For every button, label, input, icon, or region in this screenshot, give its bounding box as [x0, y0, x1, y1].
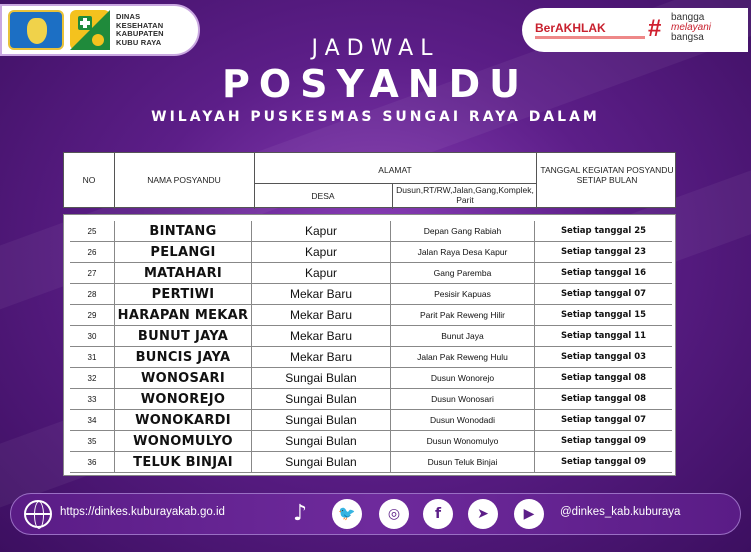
youtube-icon[interactable]: ▶ [514, 499, 544, 529]
cell-desa: Mekar Baru [251, 347, 390, 368]
cell-no: 27 [87, 269, 97, 278]
cell-no: 26 [87, 248, 97, 257]
social-handle[interactable]: @dinkes_kab.kuburaya [560, 506, 681, 518]
cell-tanggal: Setiap tanggal 03 [534, 347, 672, 368]
cell-tanggal: Setiap tanggal 07 [534, 284, 672, 305]
table-row [70, 284, 672, 305]
cell-nama: BUNUT JAYA [114, 326, 251, 347]
cell-tanggal: Setiap tanggal 23 [534, 242, 672, 263]
table-row [70, 410, 672, 431]
cell-dusun: Parit Pak Reweng Hilir [390, 305, 534, 326]
cell-desa: Mekar Baru [251, 305, 390, 326]
table-row [70, 326, 672, 347]
cell-nama: BUNCIS JAYA [114, 347, 251, 368]
cell-tanggal: Setiap tanggal 07 [534, 410, 672, 431]
cell-dusun: Dusun Wonodadi [390, 410, 534, 431]
twitter-icon[interactable]: 🐦 [332, 499, 362, 529]
table-row [70, 221, 672, 242]
cell-dusun: Bunut Jaya [390, 326, 534, 347]
website-url[interactable]: https://dinkes.kuburayakab.go.id [60, 506, 225, 518]
cell-desa: Sungai Bulan [251, 410, 390, 431]
cell-no: 36 [87, 458, 97, 467]
table-row [70, 305, 672, 326]
cell-tanggal: Setiap tanggal 08 [534, 368, 672, 389]
table-row [70, 452, 672, 473]
title-posyandu: POSYANDU [221, 62, 529, 106]
cell-nama: WONOREJO [114, 389, 251, 410]
instagram-icon[interactable]: ◎ [379, 499, 409, 529]
cell-dusun: Gang Paremba [390, 263, 534, 284]
cell-tanggal: Setiap tanggal 16 [534, 263, 672, 284]
cell-dusun: Pesisir Kapuas [390, 284, 534, 305]
cell-dusun: Dusun Teluk Binjai [390, 452, 534, 473]
cell-dusun: Depan Gang Rabiah [390, 221, 534, 242]
cell-no: 35 [87, 437, 97, 446]
cell-nama: WONOSARI [114, 368, 251, 389]
cell-desa: Sungai Bulan [251, 431, 390, 452]
facebook-icon[interactable]: f [423, 499, 453, 529]
cell-dusun: Jalan Raya Desa Kapur [390, 242, 534, 263]
cell-nama: HARAPAN MEKAR [114, 305, 251, 326]
table-row [70, 368, 672, 389]
table-row [70, 389, 672, 410]
cell-nama: PERTIWI [114, 284, 251, 305]
title-jadwal: JADWAL [311, 36, 440, 61]
cell-desa: Sungai Bulan [251, 368, 390, 389]
tiktok-icon[interactable]: ♪ [292, 501, 308, 526]
cell-desa: Mekar Baru [251, 284, 390, 305]
cell-nama: WONOMULYO [114, 431, 251, 452]
cell-dusun: Dusun Wonosari [390, 389, 534, 410]
cell-desa: Sungai Bulan [251, 389, 390, 410]
cell-dusun: Jalan Pak Reweng Hulu [390, 347, 534, 368]
cell-tanggal: Setiap tanggal 15 [534, 305, 672, 326]
schedule-table [63, 214, 676, 476]
header-nama: NAMA POSYANDU [147, 175, 221, 185]
cell-desa: Sungai Bulan [251, 452, 390, 473]
cell-nama: TELUK BINJAI [114, 452, 251, 473]
table-row [70, 242, 672, 263]
cell-no: 34 [87, 416, 97, 425]
telegram-icon[interactable]: ➤ [468, 499, 498, 529]
bangga-melayani-logo: bangga melayani bangsa [671, 12, 712, 43]
cell-no: 29 [87, 311, 97, 320]
cell-dusun: Dusun Wonomulyo [390, 431, 534, 452]
hashtag-icon: # [648, 15, 662, 42]
table-row [70, 347, 672, 368]
cell-nama: BINTANG [114, 221, 251, 242]
table-row [70, 263, 672, 284]
title-wilayah: WILAYAH PUSKESMAS SUNGAI RAYA DALAM [151, 109, 600, 125]
cell-no: 30 [87, 332, 97, 341]
berakhlak-logo: BerAKHLAK [535, 21, 606, 35]
table-header [63, 152, 676, 208]
cell-nama: PELANGI [114, 242, 251, 263]
cell-desa: Kapur [251, 263, 390, 284]
cell-no: 32 [87, 374, 97, 383]
cell-tanggal: Setiap tanggal 11 [534, 326, 672, 347]
agency-name: DINAS KESEHATAN KABUPATEN KUBU RAYA [116, 12, 164, 47]
cell-no: 25 [87, 227, 97, 236]
header-dusun: Dusun,RT/RW,Jalan,Gang,Komplek, Parit [396, 185, 534, 205]
cell-desa: Kapur [251, 221, 390, 242]
cell-no: 33 [87, 395, 97, 404]
cell-nama: MATAHARI [114, 263, 251, 284]
header-alamat: ALAMAT [378, 165, 412, 175]
header-desa: DESA [311, 191, 335, 201]
cell-dusun: Dusun Wonorejo [390, 368, 534, 389]
cell-nama: WONOKARDI [114, 410, 251, 431]
cell-no: 28 [87, 290, 97, 299]
globe-icon [24, 500, 52, 528]
header-tanggal: TANGGAL KEGIATAN POSYANDU SETIAP BULAN [540, 165, 674, 185]
cell-tanggal: Setiap tanggal 09 [534, 431, 672, 452]
cell-tanggal: Setiap tanggal 09 [534, 452, 672, 473]
cell-tanggal: Setiap tanggal 25 [534, 221, 672, 242]
cell-tanggal: Setiap tanggal 08 [534, 389, 672, 410]
table-row [70, 431, 672, 452]
cell-desa: Kapur [251, 242, 390, 263]
header-no: NO [82, 175, 96, 185]
cell-no: 31 [87, 353, 97, 362]
cell-desa: Mekar Baru [251, 326, 390, 347]
